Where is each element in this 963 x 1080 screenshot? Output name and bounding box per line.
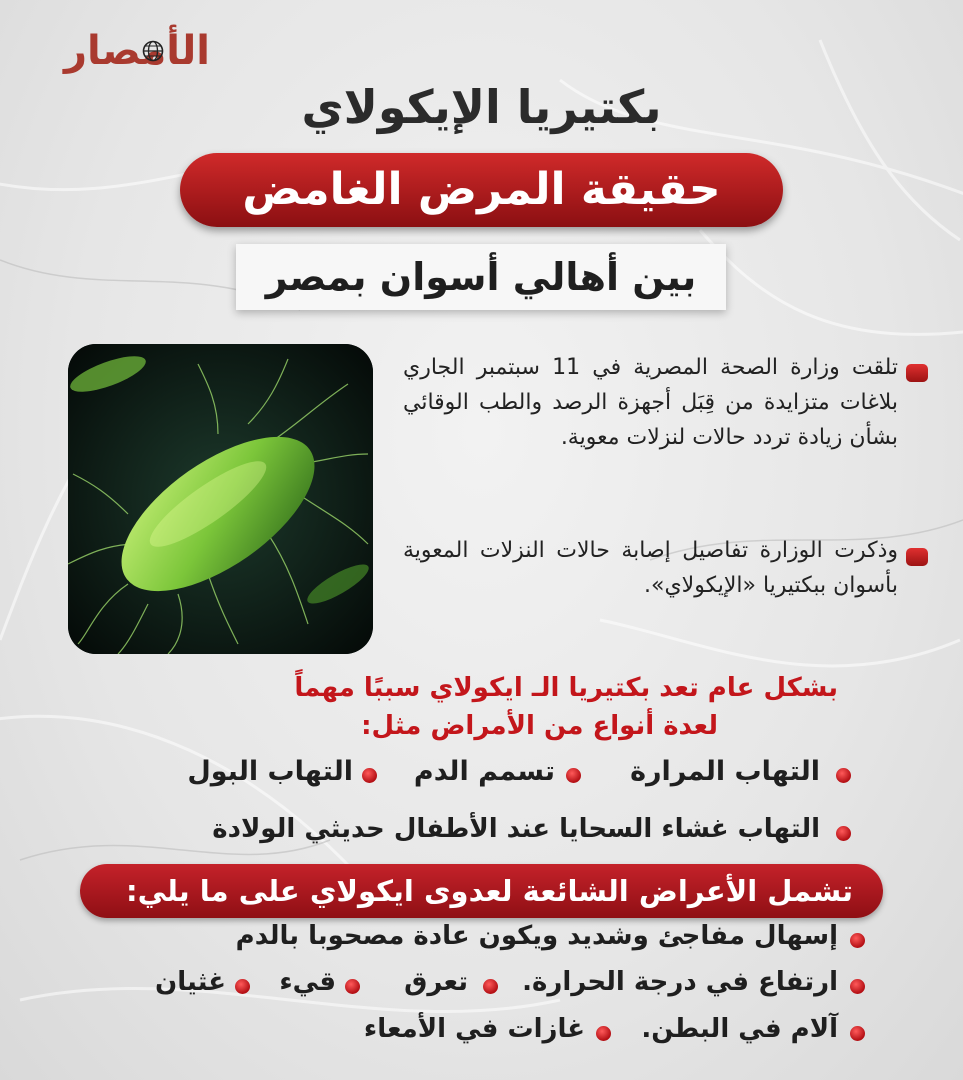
bullet-dot-icon (850, 933, 865, 948)
bullet-dot-icon (345, 979, 360, 994)
disease-item: تسمم الدم (413, 756, 555, 787)
bullet-dot-icon (850, 979, 865, 994)
bullet-dot-icon (850, 1026, 865, 1041)
symptom-item: إسهال مفاجئ وشديد ويكون عادة مصحوبا بالدم (235, 921, 838, 951)
symptom-item: ارتفاع في درجة الحرارة. (522, 967, 838, 997)
symptom-item: تعرق (404, 967, 468, 997)
disease-item: التهاب المرارة (630, 756, 820, 787)
paragraph-1: تلقت وزارة الصحة المصرية في 11 سبتمبر الجاري بلاغات متزايدة من قِبَل أجهزة الرصد والطب الوقائي بشأن زيادة تردد حالات لنزلات معوية. (403, 355, 898, 450)
brand-logo (64, 28, 210, 84)
bullet-dot-icon (566, 768, 581, 783)
bullet-dot-icon (836, 826, 851, 841)
symptom-item: قيء (279, 967, 336, 997)
bullet-dot-icon (362, 768, 377, 783)
page-title: بكتيريا الإيكولاي (301, 80, 662, 134)
bullet-square-icon (906, 548, 928, 566)
bullet-dot-icon (596, 1026, 611, 1041)
paragraph-2: وذكرت الوزارة تفاصيل إصابة حالات النزلات المعوية بأسوان ببكتيريا «الإيكولاي». (403, 538, 898, 598)
logo-text: الأمصار (64, 28, 210, 74)
bullet-dot-icon (836, 768, 851, 783)
diseases-heading-line1: بشكل عام تعد بكتيريا الـ ايكولاي سببًا مهماً (294, 673, 838, 703)
bullet-dot-icon (483, 979, 498, 994)
disease-item: التهاب غشاء السحايا عند الأطفال حديثي الولادة (212, 814, 820, 844)
tagline-text: بين أهالي أسوان بمصر (265, 255, 697, 299)
symptoms-banner (80, 864, 883, 918)
tagline-box (236, 244, 726, 310)
symptom-item: غازات في الأمعاء (363, 1014, 585, 1044)
subtitle-text: حقيقة المرض الغامض (242, 164, 721, 215)
symptom-item: آلام في البطن. (641, 1014, 838, 1044)
symptom-item: غثيان (155, 967, 226, 997)
bullet-dot-icon (235, 979, 250, 994)
disease-item: التهاب البول (187, 756, 353, 787)
globe-icon (142, 40, 164, 62)
bacteria-image (68, 344, 373, 654)
diseases-heading-line2: لعدة أنواع من الأمراض مثل: (361, 711, 718, 741)
subtitle-banner (180, 153, 783, 227)
symptoms-heading: تشمل الأعراض الشائعة لعدوى ايكولاي على ما يلي: (126, 874, 853, 908)
bullet-square-icon (906, 364, 928, 382)
